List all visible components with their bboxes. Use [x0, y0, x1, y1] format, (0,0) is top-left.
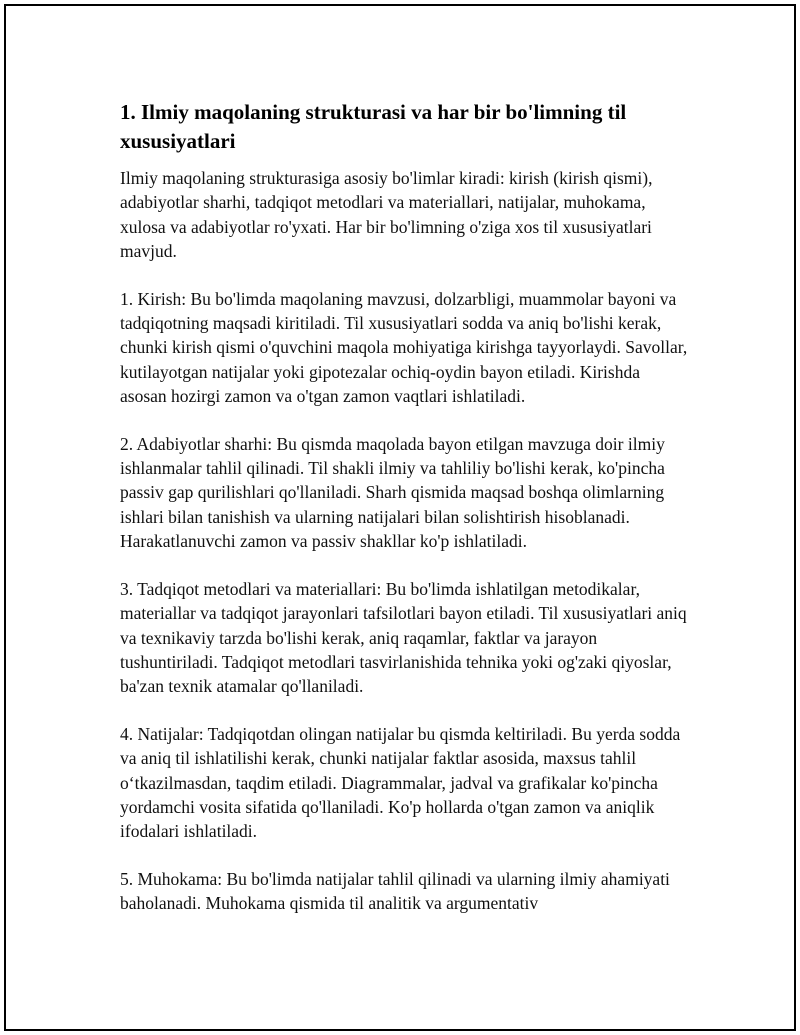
section-heading: 1. Ilmiy maqolaning strukturasi va har bir bo'limning til xususiyatlari	[120, 100, 627, 153]
document-body	[120, 98, 690, 939]
intro-paragraph: Ilmiy maqolaning strukturasiga asosiy bo'limlar kiradi: kirish (kirish qismi), adabiyotlar sharhi, tadqiqot metodlari va materiallari, natijalar, muhokama, xulosa va adabiyotlar ro'yxati. Har bir bo'limning o'ziga xos til xususiyatlari mavjud.	[120, 168, 653, 262]
adabiyotlar-paragraph: 2. Adabiyotlar sharhi: Bu qismda maqolada bayon etilgan mavzuga doir ilmiy ishlanmalar tahlil qilinadi. Til shakli ilmiy va tahliliy bo'lishi kerak, ko'pincha passiv gap qurilishlari qo'llaniladi. Sharh qismida maqsad boshqa olimlarning ishlari bilan tanishish va ularning natijalari bilan solishtirish hisoblanadi. Harakatlanuvchi zamon va passiv shakllar ko'p ishlatiladi.	[120, 433, 665, 552]
metodlar-paragraph: 3. Tadqiqot metodlari va materiallari: Bu bo'limda ishlatilgan metodikalar, materiallar va tadqiqot jarayonlari tafsilotlari bayon etiladi. Til xususiyatlari aniq va texnikaviy tarzda bo'lishi kerak, aniq raqamlar, faktlar va jarayon tushuntiriladi. Tadqiqot metodlari tasvirlanishida tehnika yoki og'zaki qiyoslar, ba'zan texnik atamalar qo'llaniladi.	[120, 578, 687, 697]
kirish-paragraph: 1. Kirish: Bu bo'limda maqolaning mavzusi, dolzarbligi, muammolar bayoni va tadqiqotning maqsadi kiritiladi. Til xususiyatlari sodda va aniq bo'lishi kerak, chunki kirish qismi o'quvchini maqola mohiyatiga kirishga tayyorlaydi. Savollar, kutilayotgan natijalar yoki gipotezalar ochiq-oydin bayon etiladi. Kirishda asosan hozirgi zamon va o'tgan zamon vaqtlari ishlatiladi.	[120, 288, 688, 407]
page-border	[4, 4, 796, 1031]
natijalar-paragraph: 4. Natijalar: Tadqiqotdan olingan natijalar bu qismda keltiriladi. Bu yerda sodda va aniq til ishlatilishi kerak, chunki natijalar faktlar asosida, maxsus tahlil o‘tkazilmasdan, taqdim etiladi. Diagrammalar, jadval va grafikalar ko'pincha yordamchi vosita sifatida qo'llaniladi. Ko'p hollarda o'tgan zamon va aniqlik ifodalari ishlatiladi.	[120, 723, 681, 842]
muhokama-paragraph: 5. Muhokama: Bu bo'limda natijalar tahlil qilinadi va ularning ilmiy ahamiyati baholanadi. Muhokama qismida til analitik va argumentativ	[120, 868, 670, 914]
